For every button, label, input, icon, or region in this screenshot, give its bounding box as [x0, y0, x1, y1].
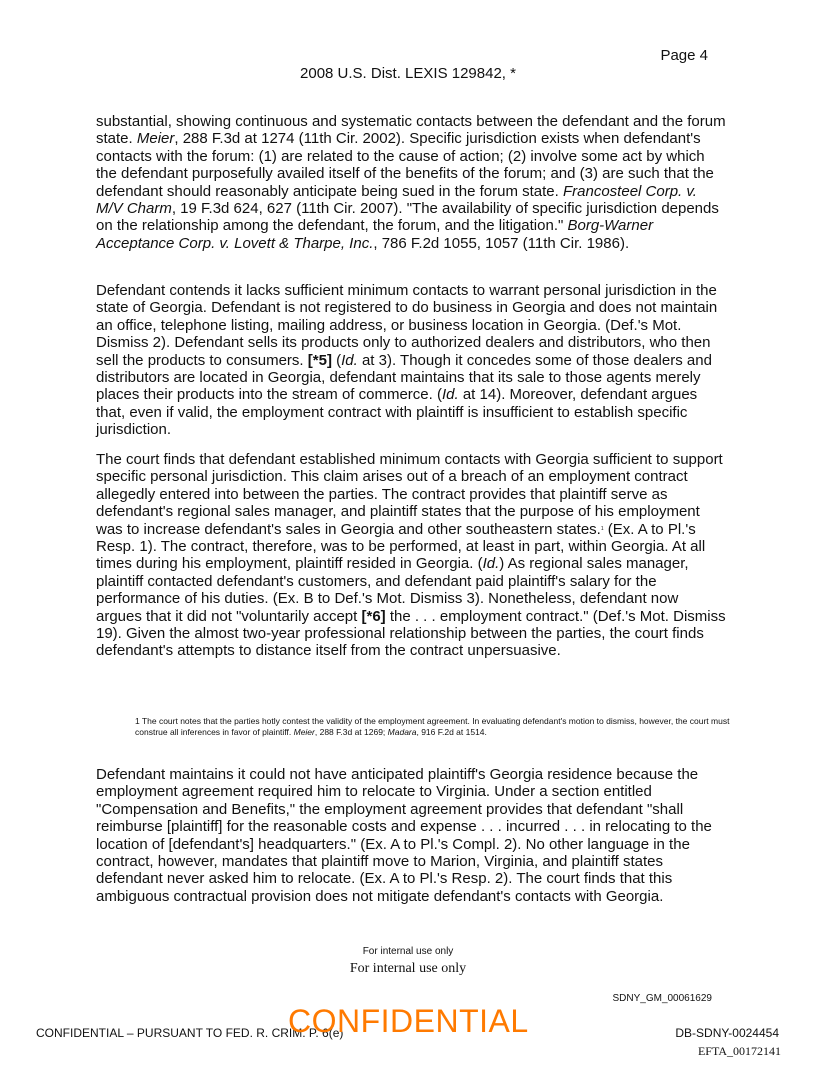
case-name: Borg-Warner Acceptance Corp. v. Lovett & Tharpe, Inc.	[96, 217, 654, 252]
confidentiality-notice: CONFIDENTIAL – PURSUANT TO FED. R. CRIM. P. 6(e)	[36, 1026, 344, 1040]
id-citation: Id.	[482, 555, 500, 573]
confidential-stamp: CONFIDENTIAL	[288, 1003, 529, 1039]
efta-number: EFTA_00172141	[697, 1044, 781, 1058]
footnote-1: 1 The court notes that the parties hotly contest the validity of the employment agreement. In evaluating defendant's motion to dismiss, however, the court must construe all inferences in favor of plaintiff. Meier, 288 F.3d at 1269; Madara, 916 F.2d at 1514.	[135, 716, 730, 737]
internal-use-notice-large: For internal use only	[349, 961, 467, 976]
paragraph-1: substantial, showing continuous and systematic contacts between the defendant and the forum state. Meier, 288 F.3d at 1274 (11th Cir. 2002). Specific jurisdiction exists when defendant's contacts with the forum: (1) are related to the cause of action; (2) involve some act by which the defendant purposefully availed itself of the benefits of the forum; and (3) are such that the defendant should reasonably anticipate being sued in the forum state. Francosteel Corp. v. M/V Charm, 19 F.3d 624, 627 (11th Cir. 2007). "The availability of specific jurisdiction depends on the relationship among the defendant, the forum, and the litigation." Borg-Warner Acceptance Corp. v. Lovett & Tharpe, Inc., 786 F.2d 1055, 1057 (11th Cir. 1986).	[96, 113, 726, 252]
bates-number-db: DB-SDNY-0024454	[675, 1026, 779, 1040]
paragraph-2: Defendant contends it lacks sufficient minimum contacts to warrant personal jurisdiction in the state of Georgia. Defendant is not registered to do business in Georgia and does not maintain an office, telephone listing, mailing address, or business location in Georgia. (Def.'s Mot. Dismiss 2). Defendant sells its products only to authorized dealers and distributors, who then sell the products to consumers. [*5] (Id. at 3). Though it concedes some of those dealers and distributors are located in Georgia, defendant maintains that its sale to those agents merely places their products into the stream of commerce. (Id. at 14). Moreover, defendant argues that, even if valid, the employment contract with plaintiff is insufficient to establish specific jurisdiction.	[96, 282, 718, 439]
paragraph-3: The court finds that defendant established minimum contacts with Georgia sufficient to support specific personal jurisdiction. This claim arises out of a breach of an employment contract allegedly entered into between the parties. The contract provides that plaintiff serve as defendant's regional sales manager, and plaintiff states that the purpose of his employment was to increase defendant's sales in Georgia and other southeastern states.$^1$ (Ex. A to Pl.'s Resp. 1). The contract, therefore, was to be performed, at least in part, within Georgia. At all times during his employment, plaintiff resided in Georgia. (Id.) As regional sales manager, plaintiff contacted defendant's customers, and defendant paid plaintiff's salary for the performance of his duties. (Ex. B to Def.'s Mot. Dismiss 3). Nonetheless, defendant now argues that it did not "voluntarily accept [*6] the . . . employment contract." (Def.'s Mot. Dismiss 19). Given the almost two-year professional relationship between the parties, the court finds defendant's attempts to distance itself from the contract unpersuasive.	[96, 451, 726, 660]
id-citation: Id.	[441, 386, 459, 404]
page-marker: [*5]	[307, 351, 332, 369]
page-number: Page 4	[660, 47, 708, 64]
bates-number-gm: SDNY_GM_00061629	[612, 993, 712, 1004]
case-name: Madara	[387, 727, 417, 737]
page-marker: [*6]	[361, 607, 386, 625]
internal-use-notice-small: For internal use only	[362, 946, 454, 957]
case-citation-header: 2008 U.S. Dist. LEXIS 129842, *	[300, 65, 516, 82]
id-citation: Id.	[341, 351, 358, 369]
case-name: Meier	[293, 727, 315, 737]
paragraph-4: Defendant maintains it could not have anticipated plaintiff's Georgia residence because the employment agreement required him to relocate to Virginia. Under a section entitled "Compensation and Benefits," the employment agreement provides that defendant "shall reimburse [plaintiff] for the reasonable costs and expense . . . incurred . . . in relocating to the location of [defendant's] headquarters." (Ex. A to Pl.'s Compl. 2). No other language in the contract, however, mandates that plaintiff move to Marion, Virginia, and plaintiff states defendant never asked him to relocate. (Ex. A to Pl.'s Resp. 2). The court finds that this ambiguous contractual provision does not mitigate defendant's contacts with Georgia.	[96, 766, 712, 905]
case-name: Meier	[136, 130, 175, 148]
case-name: Francosteel Corp. v. M/V Charm	[96, 182, 697, 218]
footnote-marker: 1	[600, 525, 604, 532]
